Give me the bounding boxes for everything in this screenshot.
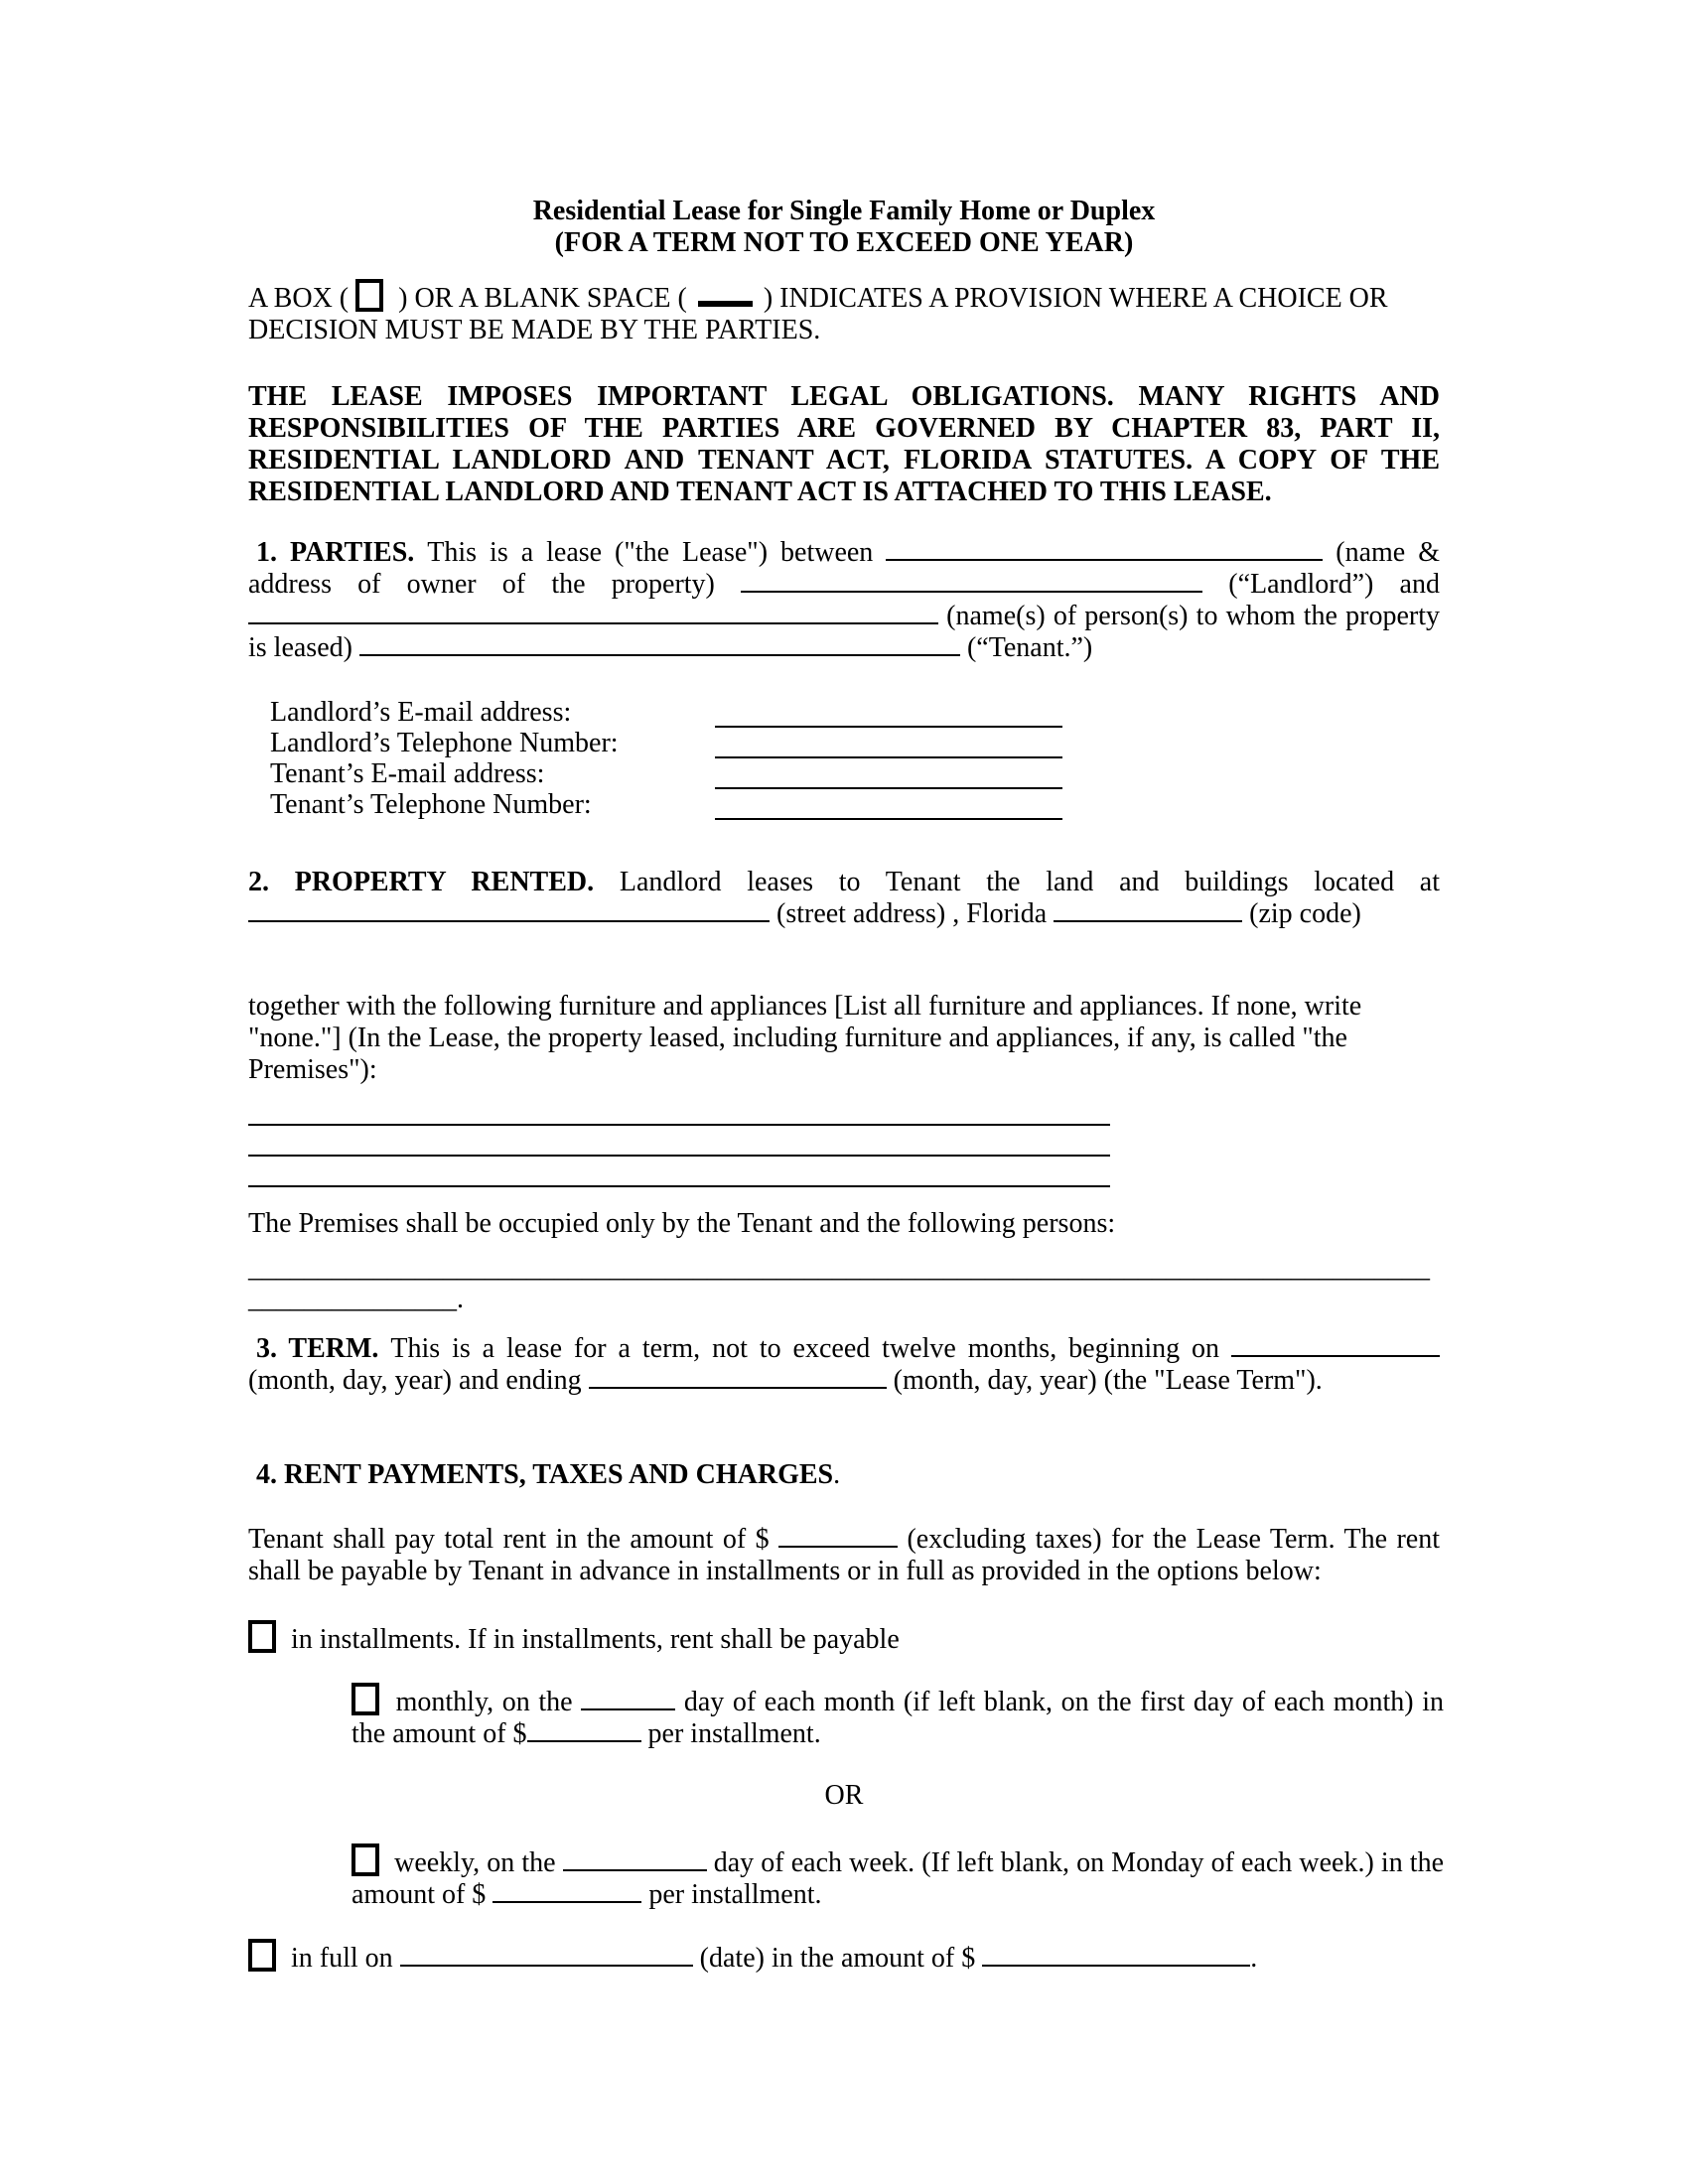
text-run: in installments. If in installments, rent shall be payable xyxy=(284,1624,900,1655)
landlord-email-label: Landlord’s E-mail address: xyxy=(270,697,572,728)
furniture-list-lines xyxy=(248,1095,1440,1187)
occupied-persons-blank-line-1[interactable]: _____________________________________________________________________________________ xyxy=(248,1253,1430,1284)
parties-clause xyxy=(248,537,1440,664)
text-run: monthly, on the xyxy=(387,1687,582,1717)
text-run: weekly, on the xyxy=(387,1847,563,1878)
text-run: (zip code) xyxy=(1242,898,1361,929)
title-line-1: Residential Lease for Single Family Home or Duplex xyxy=(532,196,1156,226)
zip-code-blank[interactable] xyxy=(1054,918,1242,922)
option-installments-line xyxy=(248,1620,1440,1656)
option-weekly-line xyxy=(352,1843,1444,1911)
landlord-phone-row xyxy=(248,728,1440,758)
text-run: ) OR A BLANK SPACE ( xyxy=(391,283,694,314)
occupied-persons-blank-line-2[interactable]: _______________. xyxy=(248,1284,464,1314)
notice-paragraph xyxy=(248,279,1440,346)
weekly-checkbox[interactable] xyxy=(352,1843,379,1876)
installments-checkbox[interactable] xyxy=(248,1620,276,1653)
weekly-day-blank[interactable] xyxy=(563,1867,707,1871)
title-line-2: (FOR A TERM NOT TO EXCEED ONE YEAR) xyxy=(554,227,1134,258)
term-clause xyxy=(248,1333,1440,1397)
option-monthly-line xyxy=(352,1683,1444,1750)
text-run: (“Landlord”) and xyxy=(1202,569,1440,600)
monthly-amount-blank[interactable] xyxy=(527,1738,641,1742)
text-run: (excluding taxes) for the Lease Term. The rent shall be payable by Tenant in advance in installments or in full as provided in the options below: xyxy=(248,1524,1440,1586)
text-run: (“Tenant.”) xyxy=(959,632,1093,663)
weekly-amount-blank[interactable] xyxy=(492,1899,641,1903)
landlord-email-row xyxy=(248,697,1440,728)
full-amount-blank[interactable] xyxy=(982,1963,1250,1967)
bold-text-run: 3. TERM. xyxy=(256,1333,391,1364)
furniture-blank-line[interactable] xyxy=(248,1157,1110,1187)
tenant-phone-blank[interactable] xyxy=(715,818,1062,820)
text-run: Landlord leases to Tenant the land and buildings located at xyxy=(619,867,1441,897)
occupancy-clause: The Premises shall be occupied only by the Tenant and the following persons: xyxy=(248,1208,1116,1239)
option-full-payment-line xyxy=(248,1939,1440,1975)
text-run: . xyxy=(833,1459,841,1490)
text-run: day of each month (if left blank, on the first day of each month) in the amount of $ xyxy=(352,1687,1445,1749)
text-run: in full on xyxy=(284,1943,400,1974)
tenant-email-row xyxy=(248,758,1440,789)
bold-text-run: 4. RENT PAYMENTS, TAXES AND CHARGES xyxy=(256,1459,834,1490)
tenant-label-blank[interactable] xyxy=(359,652,960,656)
text-run: per installment. xyxy=(641,1879,822,1910)
occupancy-blank-lines xyxy=(248,1253,1440,1314)
document-title xyxy=(248,196,1440,259)
or-separator: OR xyxy=(824,1780,864,1811)
full-checkbox[interactable] xyxy=(248,1939,276,1972)
monthly-checkbox[interactable] xyxy=(352,1683,379,1715)
owner-name-blank[interactable] xyxy=(886,557,1323,561)
text-run: This is a lease for a term, not to exceed twelve months, beginning on xyxy=(390,1333,1231,1364)
text-run: A BOX ( xyxy=(248,283,356,314)
bold-text-run: 1. PARTIES. xyxy=(256,537,428,568)
tenant-names-blank[interactable] xyxy=(248,620,938,624)
tenant-phone-row xyxy=(248,789,1440,820)
text-run: day of each week. (If left blank, on Monday of each week.) in the amount of $ xyxy=(352,1847,1444,1910)
rent-payments-heading xyxy=(248,1459,1440,1491)
rent-amount-paragraph xyxy=(248,1524,1440,1587)
bold-text-run: 2. PROPERTY RENTED. xyxy=(248,867,620,897)
text-run: (name(s) of person(s) to whom the property is leased) xyxy=(248,601,1440,663)
text-run: . xyxy=(1250,1943,1258,1974)
sample-blank-rule xyxy=(698,301,753,307)
contact-info-block xyxy=(248,697,1440,820)
tenant-email-label: Tenant’s E-mail address: xyxy=(270,758,545,789)
bold-text-run: THE LEASE IMPOSES IMPORTANT LEGAL OBLIGATIONS. MANY RIGHTS AND RESPONSIBILITIES OF THE PARTIES ARE GOVERNED BY CHAPTER 83, PART II, RESIDENTIAL LANDLORD AND TENANT ACT, FLORIDA STATUTES. A COPY OF THE RESIDENTIAL LANDLORD AND TENANT ACT IS ATTACHED TO THIS LEASE. xyxy=(248,381,1440,507)
sample-checkbox xyxy=(355,279,383,312)
full-date-blank[interactable] xyxy=(400,1963,693,1967)
tenant-phone-label: Tenant’s Telephone Number: xyxy=(270,789,592,820)
total-rent-blank[interactable] xyxy=(778,1544,898,1548)
text-run: per installment. xyxy=(640,1718,821,1749)
furniture-blank-line[interactable] xyxy=(248,1095,1110,1126)
legal-obligations-paragraph xyxy=(248,381,1440,508)
monthly-day-blank[interactable] xyxy=(581,1706,675,1710)
text-run: (name & address of owner of the property) xyxy=(248,537,1441,600)
text-run: Tenant shall pay total rent in the amount of $ xyxy=(248,1524,779,1555)
street-address-blank[interactable] xyxy=(248,918,770,922)
landlord-phone-label: Landlord’s Telephone Number: xyxy=(270,728,619,758)
text-run: (date) in the amount of $ xyxy=(692,1943,983,1974)
end-date-blank[interactable] xyxy=(589,1385,887,1389)
property-rented-clause xyxy=(248,867,1440,930)
landlord-label-blank[interactable] xyxy=(741,589,1202,593)
text-run: (street address) , Florida xyxy=(770,898,1055,929)
furniture-blank-line[interactable] xyxy=(248,1126,1110,1157)
text-run: ) INDICATES A PROVISION WHERE A CHOICE OR DECISION MUST BE MADE BY THE PARTIES. xyxy=(248,283,1388,345)
text-run: (month, day, year) and ending xyxy=(248,1365,589,1396)
furniture-appliances-paragraph: together with the following furniture and appliances [List all furniture and appliances. If none, write "none."] (In the Lease, the property leased, including furniture and appliances, if any, is called "the Premises"): xyxy=(248,991,1362,1085)
text-run: This is a lease ("the Lease") between xyxy=(427,537,887,568)
start-date-blank[interactable] xyxy=(1231,1353,1440,1357)
text-run: (month, day, year) (the "Lease Term"). xyxy=(886,1365,1323,1396)
